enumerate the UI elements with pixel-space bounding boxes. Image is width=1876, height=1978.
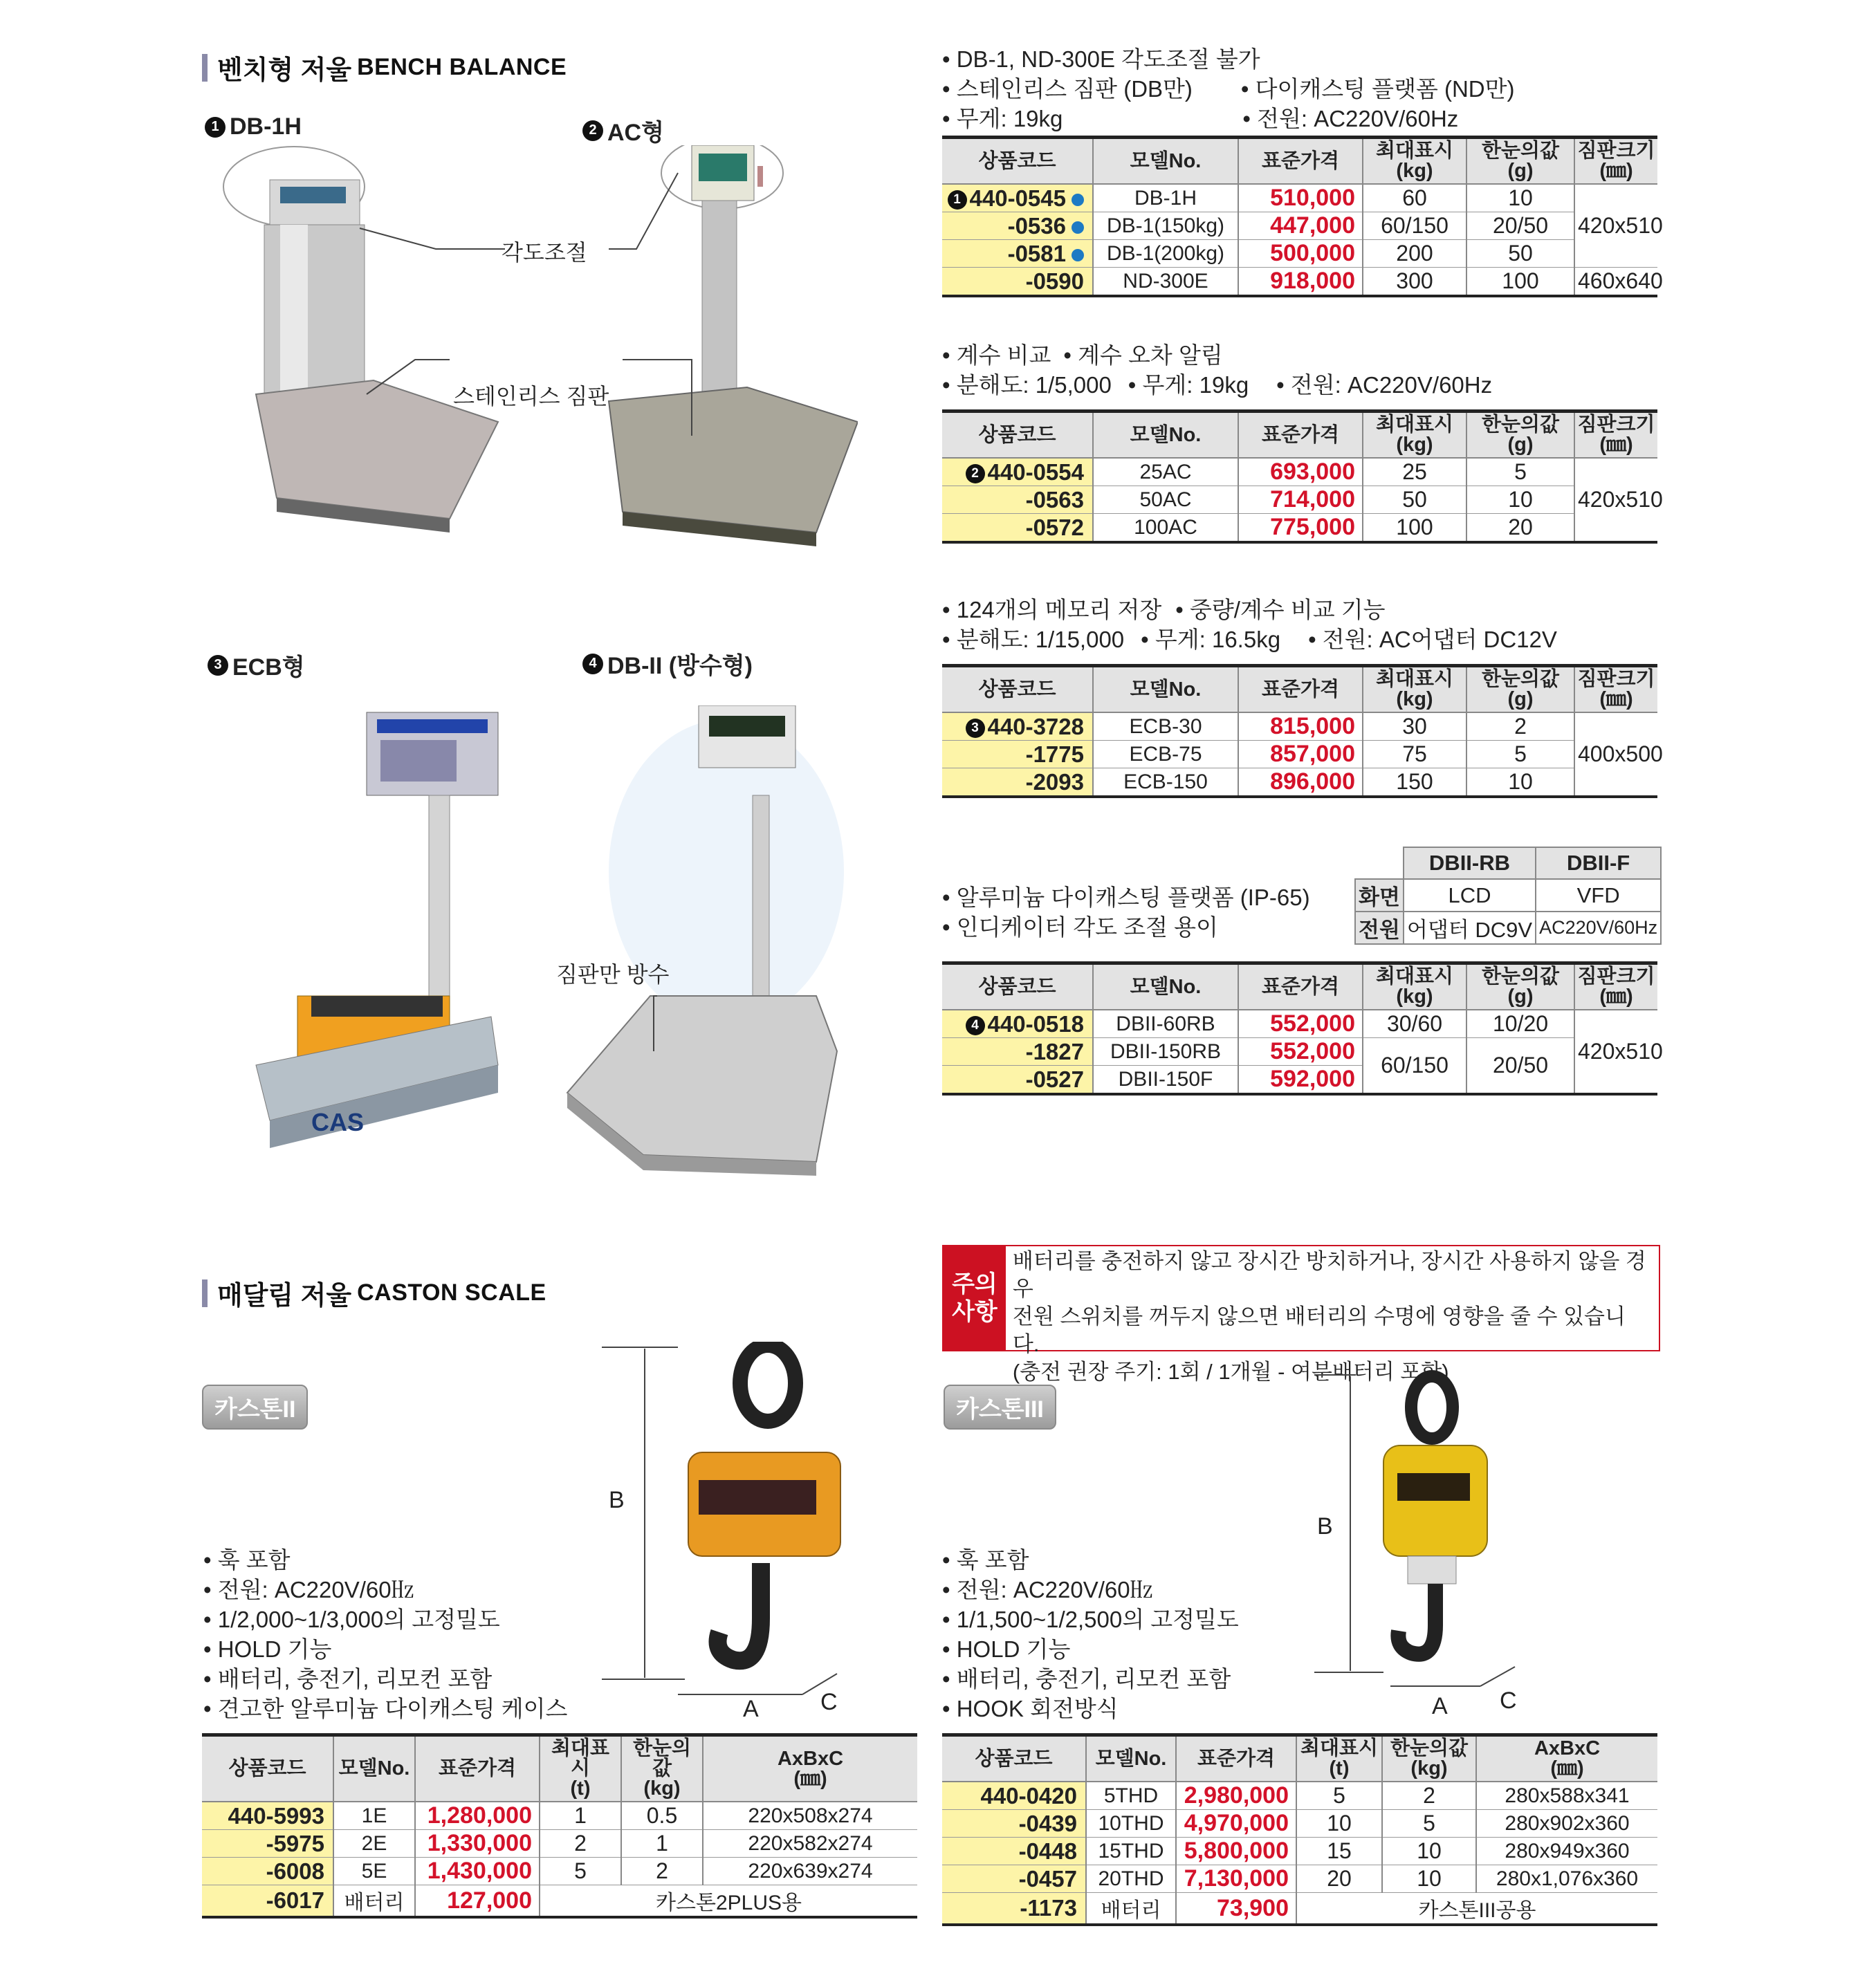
bench-title-en: BENCH BALANCE — [357, 54, 567, 80]
ecb-image — [256, 712, 498, 1148]
product-label-ac: 2 AC형 — [582, 113, 664, 147]
table-row: -0527 DBII-150F 592,000 — [942, 1066, 1657, 1095]
table-row: -1173 배터리 73,900 카스톤III공용 — [942, 1893, 1657, 1925]
title-bar — [202, 1279, 208, 1307]
table-row: -0572 100AC 775,000 100 20 — [942, 514, 1657, 543]
table-row: -0590 ND-300E 918,000 300 100 460x640 — [942, 268, 1657, 297]
table-row: -0448 15THD 5,800,000 15 10 280x949x360 — [942, 1838, 1657, 1865]
caston3-dim-b: B — [1317, 1513, 1333, 1540]
notice-body: 배터리를 충전하지 않고 장시간 방치하거나, 장시간 사용하지 않을 경우 전원 스위치를 꺼두지 않으면 배터리의 수명에 영향을 줄 수 있습니다. (충전 권장 주기: 1회 / 1개월 - 여분배터리 포함) — [1012, 1249, 1646, 1384]
dbii-comparison-table: DBII-RB DBII-F 화면 LCD VFD 전원 어댑터 DC9V AC220V/60Hz — [1354, 847, 1662, 945]
table-row: -1775 ECB-75 857,000 75 5 — [942, 741, 1657, 768]
caston-title-ko: 매달림 저울 — [217, 1282, 352, 1311]
ac-bullets: • 계수 비교 • 계수 오차 알림 • 분해도: 1/5,000 • 무게: 19kg • 전원: AC220V/60Hz — [942, 342, 1493, 398]
dbii-image — [567, 705, 844, 1176]
notice-box — [942, 1245, 1660, 1384]
callout-angle: 각도조절 — [502, 240, 587, 265]
caston2-table — [202, 1733, 917, 1919]
table-row: 2 440-0554 25AC 693,000 25 5 420x510 — [942, 458, 1657, 486]
dbii-table — [942, 961, 1663, 1096]
ac-table — [942, 409, 1663, 544]
title-bar — [202, 54, 208, 82]
bench-title-ko: 벤치형 저울 — [217, 56, 352, 85]
notice-header: 주의 사항 — [944, 1246, 1006, 1350]
table-row: -0457 20THD 7,130,000 20 10 280x1,076x360 — [942, 1865, 1657, 1893]
caston3-table — [942, 1733, 1657, 1926]
table-header: 상품코드 모델No. 표준가격 최대표시 (t) 한눈의값 (kg) AxBxC (㎜) — [202, 1735, 917, 1802]
db-bullets: • DB-1, ND-300E 각도조절 불가 • 스테인리스 짐판 (DB만) • 다이캐스팅 플랫폼 (ND만) • 무게: 19kg • 전원: AC220V/60Hz — [942, 46, 1515, 131]
product-label-dbii: 4 DB-II (방수형) — [582, 647, 753, 681]
table-header: 상품코드 모델No. 표준가격 최대표시 (kg) 한눈의값 (g) 짐판크기 (㎜) — [942, 666, 1657, 713]
callout-waterproof: 짐판만 방수 — [556, 962, 670, 987]
table-row: 440-5993 1E 1,280,000 1 0.5 220x508x274 — [202, 1802, 917, 1830]
caston3-dim-a: A — [1432, 1693, 1448, 1719]
table-row: -0563 50AC 714,000 50 10 — [942, 486, 1657, 514]
bench-section-title — [202, 48, 567, 86]
table-row: 4 440-0518 DBII-60RB 552,000 30/60 10/20 420x510 — [942, 1010, 1657, 1038]
caston2-dim-a: A — [743, 1696, 759, 1722]
callout-plate: 스테인리스 짐판 — [453, 384, 609, 409]
table-header: 상품코드 모델No. 표준가격 최대표시 (t) 한눈의값 (kg) AxBxC (㎜) — [942, 1735, 1657, 1782]
ecb-bullets: • 124개의 메모리 저장 • 중량/계수 비교 기능 • 분해도: 1/15,000 • 무게: 16.5kg • 전원: AC어댑터 DC12V — [942, 597, 1557, 652]
caston3-badge: 카스톤III — [944, 1385, 1056, 1430]
table-header: 상품코드 모델No. 표준가격 최대표시 (kg) 한눈의값 (g) 짐판크기 (㎜) — [942, 138, 1657, 185]
table-row: -2093 ECB-150 896,000 150 10 — [942, 768, 1657, 797]
db-table — [942, 136, 1663, 297]
product-label-ecb: 3 ECB형 — [208, 648, 305, 682]
product-label-db1h: 1 DB-1H — [205, 113, 302, 140]
caston2-badge: 카스톤II — [202, 1385, 308, 1430]
table-row: -0536 DB-1(150kg) 447,000 60/150 20/50 — [942, 212, 1657, 240]
caston-title-en: CASTON SCALE — [357, 1279, 546, 1306]
table-row: -0439 10THD 4,970,000 10 5 280x902x360 — [942, 1810, 1657, 1838]
table-row: -5975 2E 1,330,000 2 1 220x582x274 — [202, 1830, 917, 1858]
caston2-dim-c: C — [820, 1689, 838, 1715]
dbii-bullets: • 알루미늄 다이캐스팅 플랫폼 (IP-65) • 인디케이터 각도 조절 용이 — [942, 885, 1310, 940]
db1h-image — [223, 147, 498, 533]
table-header: 상품코드 모델No. 표준가격 최대표시 (kg) 한눈의값 (g) 짐판크기 (㎜) — [942, 412, 1657, 459]
table-row: -1827 DBII-150RB 552,000 60/150 20/50 — [942, 1038, 1657, 1066]
caston2-bullets: • 훅 포함 • 전원: AC220V/60㎐ • 1/2,000~1/3,000의 고정밀도 • HOLD 기능 • 배터리, 충전기, 리모컨 포함 • 견고한 알루미늄 다이캐스팅 케이스 — [203, 1547, 568, 1721]
ecb-table — [942, 664, 1663, 798]
table-row: 1 440-0545 DB-1H 510,000 60 10 420x510 — [942, 184, 1657, 212]
table-row: -0581 DB-1(200kg) 500,000 200 50 — [942, 240, 1657, 268]
caston-section-title — [202, 1274, 546, 1312]
caston3-bullets: • 훅 포함 • 전원: AC220V/60㎐ • 1/1,500~1/2,500의 고정밀도 • HOLD 기능 • 배터리, 충전기, 리모컨 포함 • HOOK 회전방식 — [942, 1547, 1239, 1721]
table-row: -6008 5E 1,430,000 5 2 220x639x274 — [202, 1858, 917, 1885]
svg-text:CAS: CAS — [311, 1108, 365, 1136]
ecb-dbii-illustration — [242, 705, 851, 1183]
table-row: -6017 배터리 127,000 카스톤2PLUS용 — [202, 1885, 917, 1918]
caston3-dim-c: C — [1500, 1688, 1517, 1714]
caston2-image — [602, 1342, 858, 1715]
table-header: 상품코드 모델No. 표준가격 최대표시 (kg) 한눈의값 (g) 짐판크기 (㎜) — [942, 963, 1657, 1010]
ac-image — [609, 145, 858, 546]
table-row: 3 440-3728 ECB-30 815,000 30 2 400x500 — [942, 712, 1657, 741]
table-row: 440-0420 5THD 2,980,000 5 2 280x588x341 — [942, 1782, 1657, 1810]
caston3-image — [1314, 1369, 1549, 1688]
caston2-dim-b: B — [609, 1487, 625, 1513]
